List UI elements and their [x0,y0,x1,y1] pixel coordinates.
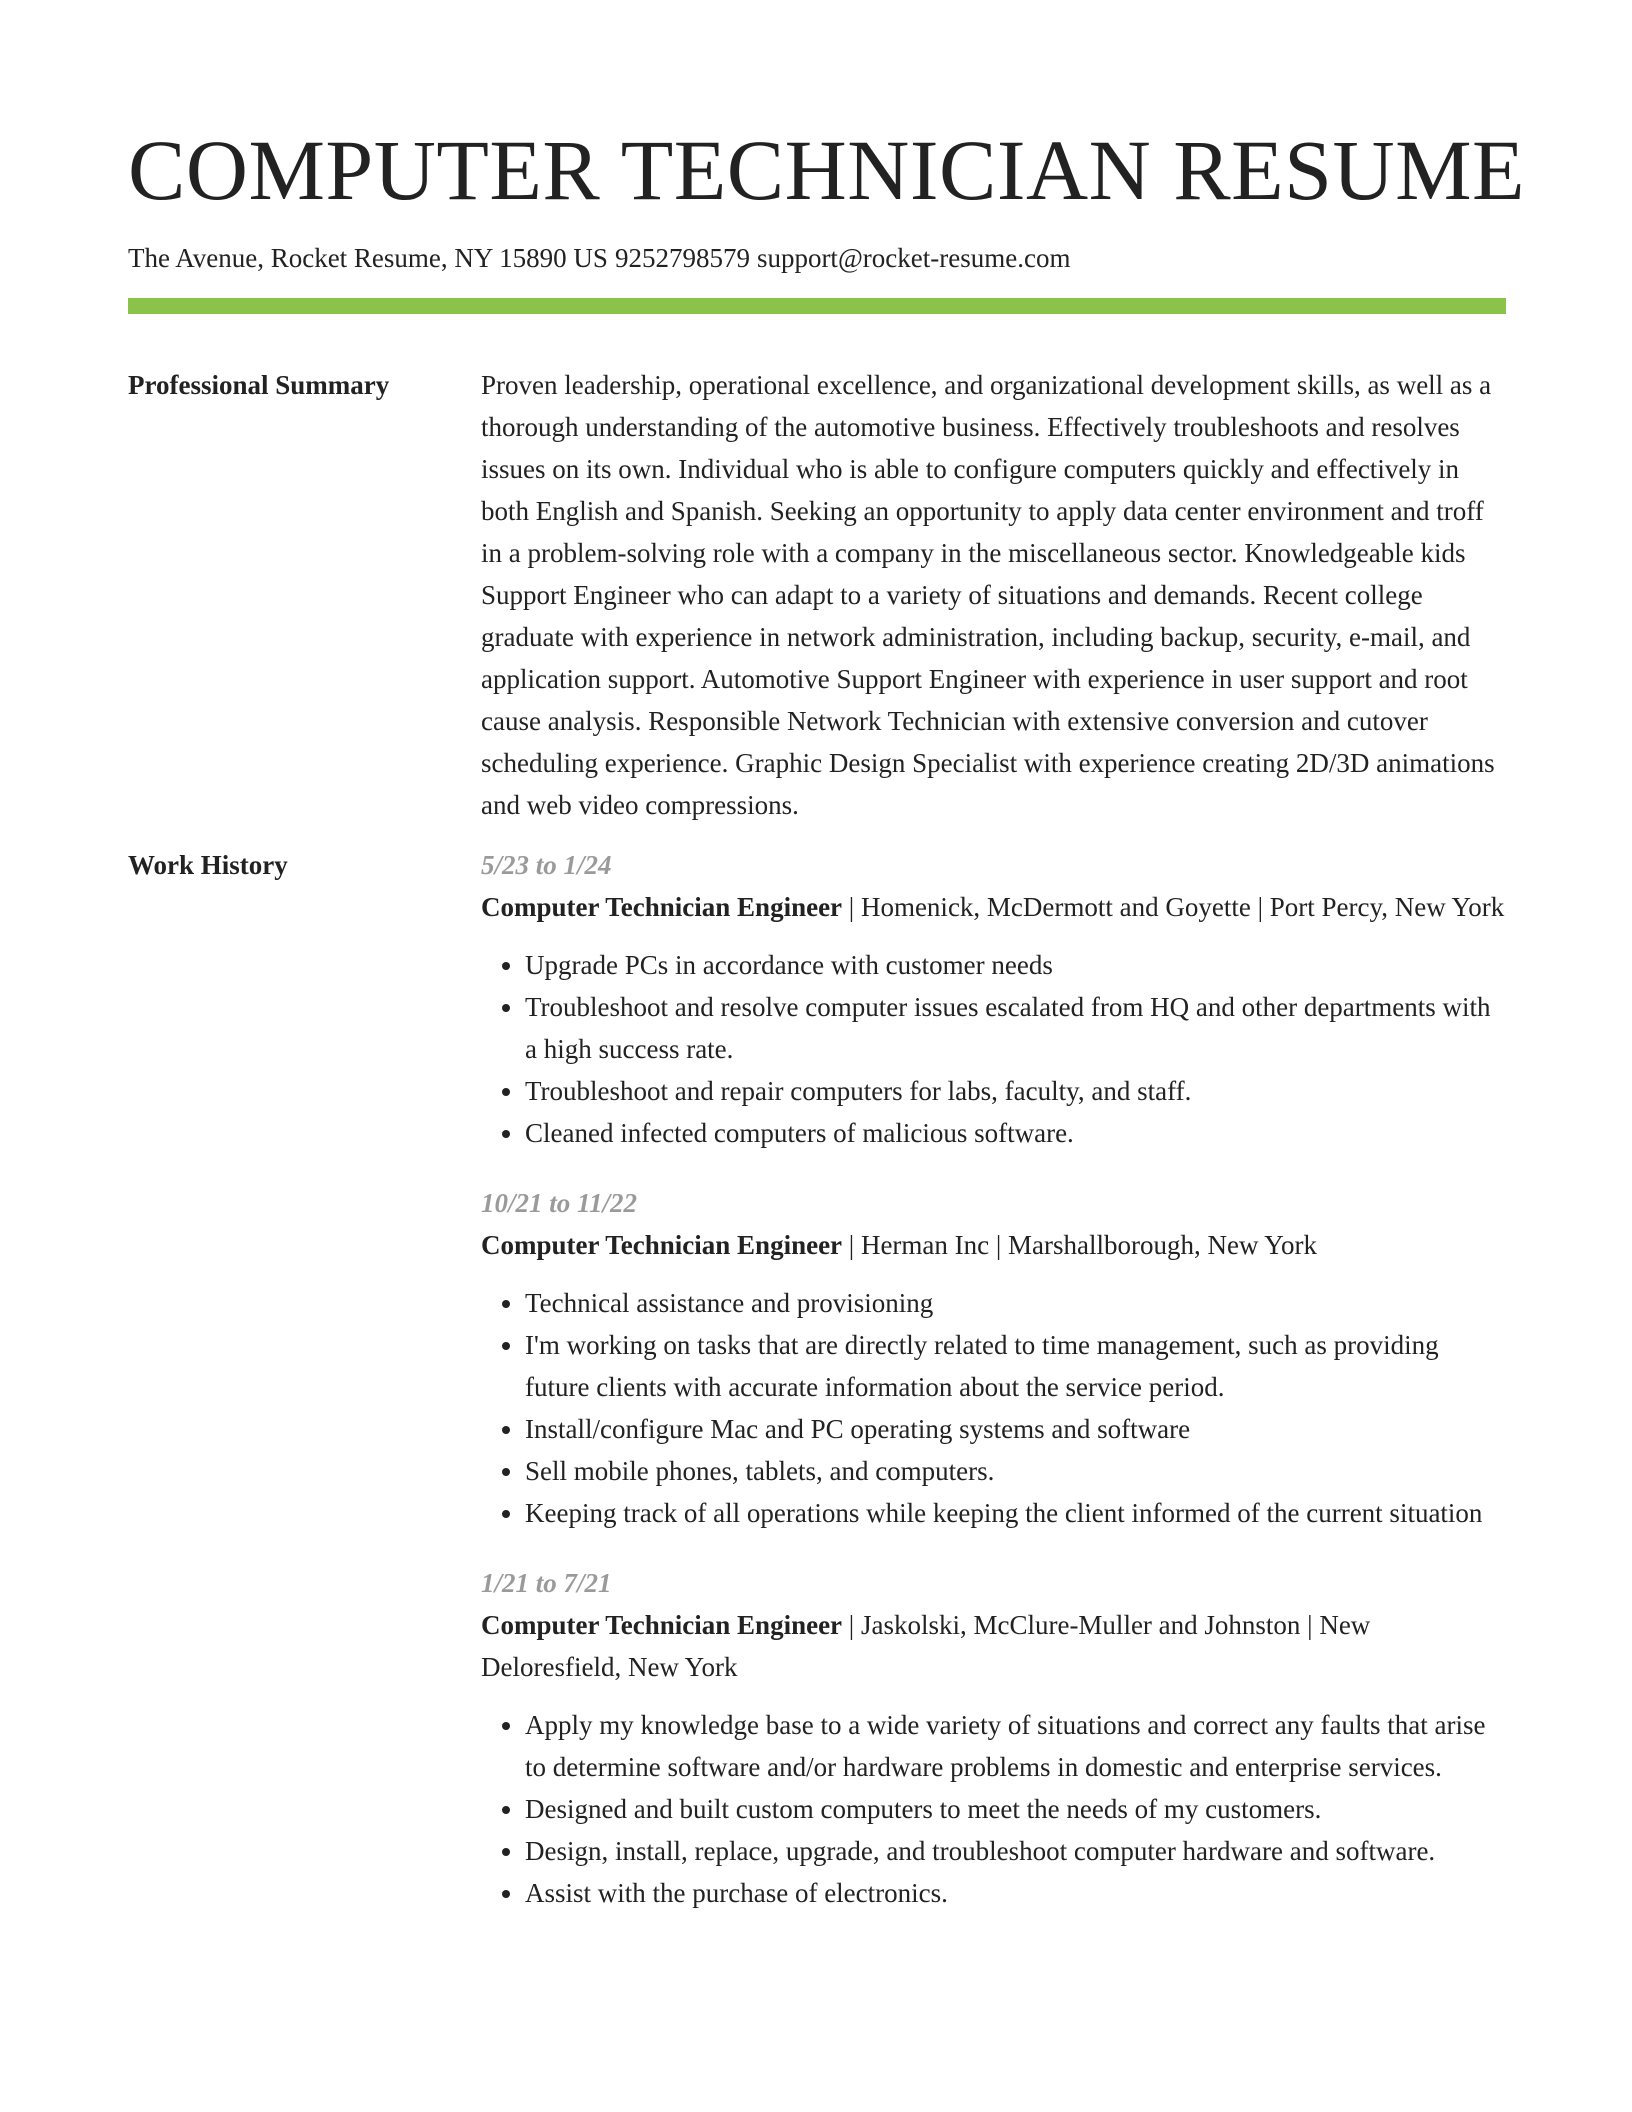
job-employer-location: | Jaskolski, McClure-Muller and Johnston | New Deloresfield, New York [481,1610,1371,1682]
job-dates: 10/21 to 11/22 [481,1188,638,1218]
job-bullet: • Designed and built custom computers to meet the needs of my customers. [525,1788,1506,1830]
job-entry [481,1562,1506,1914]
job-dates: 1/21 to 7/21 [481,1568,612,1598]
job-dates: 5/23 to 1/24 [481,850,612,880]
summary-text: Proven leadership, operational excellence, and organizational development skills, as well as a thorough understanding of the automotive business. Effectively troubleshoots and resolves issues on its own. Individual who is able to configure computers quickly and effectively in both English and Spanish. Seeking an opportunity to apply data center environment and troff in a problem-solving role with a company in the miscellaneous sector. Knowledgeable kids Support Engineer who can adapt to a variety of situations and demands. Recent college graduate with experience in network administration, including backup, security, e-mail, and application support. Automotive Support Engineer with experience in user support and root cause analysis. Responsible Network Technician with extensive conversion and cutover scheduling experience. Graphic Design Specialist with experience creating 2D/3D animations and web video compressions. [481,370,1495,820]
job-bullet: • Technical assistance and provisioning [525,1282,1506,1324]
job-bullets [481,1704,1506,1914]
job-bullet: • Design, install, replace, upgrade, and troubleshoot computer hardware and software. [525,1830,1506,1872]
job-employer-location: | Homenick, McDermott and Goyette | Port Percy, New York [842,892,1505,922]
work-history-section [128,844,1506,1914]
contact-phone: 9252798579 [614,243,750,273]
work-history-list [481,844,1506,1914]
job-bullet: • Cleaned infected computers of malicious software. [525,1112,1506,1154]
section-heading-summary: Professional Summary [128,370,390,400]
section-heading-work-history: Work History [128,850,288,880]
job-bullet: • Keeping track of all operations while keeping the client informed of the current situation [525,1492,1506,1534]
job-bullet: • Troubleshoot and resolve computer issues escalated from HQ and other departments with a high success rate. [525,986,1506,1070]
job-bullet: • Sell mobile phones, tablets, and computers. [525,1450,1506,1492]
job-bullet: • I'm working on tasks that are directly related to time management, such as providing future clients with accurate information about the service period. [525,1324,1506,1408]
resume-page [128,0,1526,1914]
job-entry [481,1182,1506,1534]
professional-summary-section [128,364,1506,826]
job-entry [481,844,1506,1154]
header-divider [128,298,1506,314]
job-title: Computer Technician Engineer [481,1610,843,1640]
job-header [481,1604,1506,1688]
job-header [481,1224,1506,1266]
job-bullet: • Apply my knowledge base to a wide variety of situations and correct any faults that arise to determine software and/or hardware problems in domestic and enterprise services. [525,1704,1506,1788]
contact-address: The Avenue, Rocket Resume, NY 15890 US [128,243,608,273]
contact-line [128,240,1506,276]
job-bullets [481,944,1506,1154]
job-header [481,886,1506,928]
job-bullet: • Install/configure Mac and PC operating systems and software [525,1408,1506,1450]
job-employer-location: | Herman Inc | Marshallborough, New York [842,1230,1318,1260]
job-bullet: • Assist with the purchase of electronics. [525,1872,1506,1914]
job-bullet: • Troubleshoot and repair computers for labs, faculty, and staff. [525,1070,1506,1112]
job-bullet: • Upgrade PCs in accordance with customer needs [525,944,1506,986]
job-title: Computer Technician Engineer [481,892,843,922]
job-bullets [481,1282,1506,1534]
contact-email: support@rocket-resume.com [756,243,1071,273]
job-title: Computer Technician Engineer [481,1230,843,1260]
resume-title: COMPUTER TECHNICIAN RESUME [128,122,1526,218]
